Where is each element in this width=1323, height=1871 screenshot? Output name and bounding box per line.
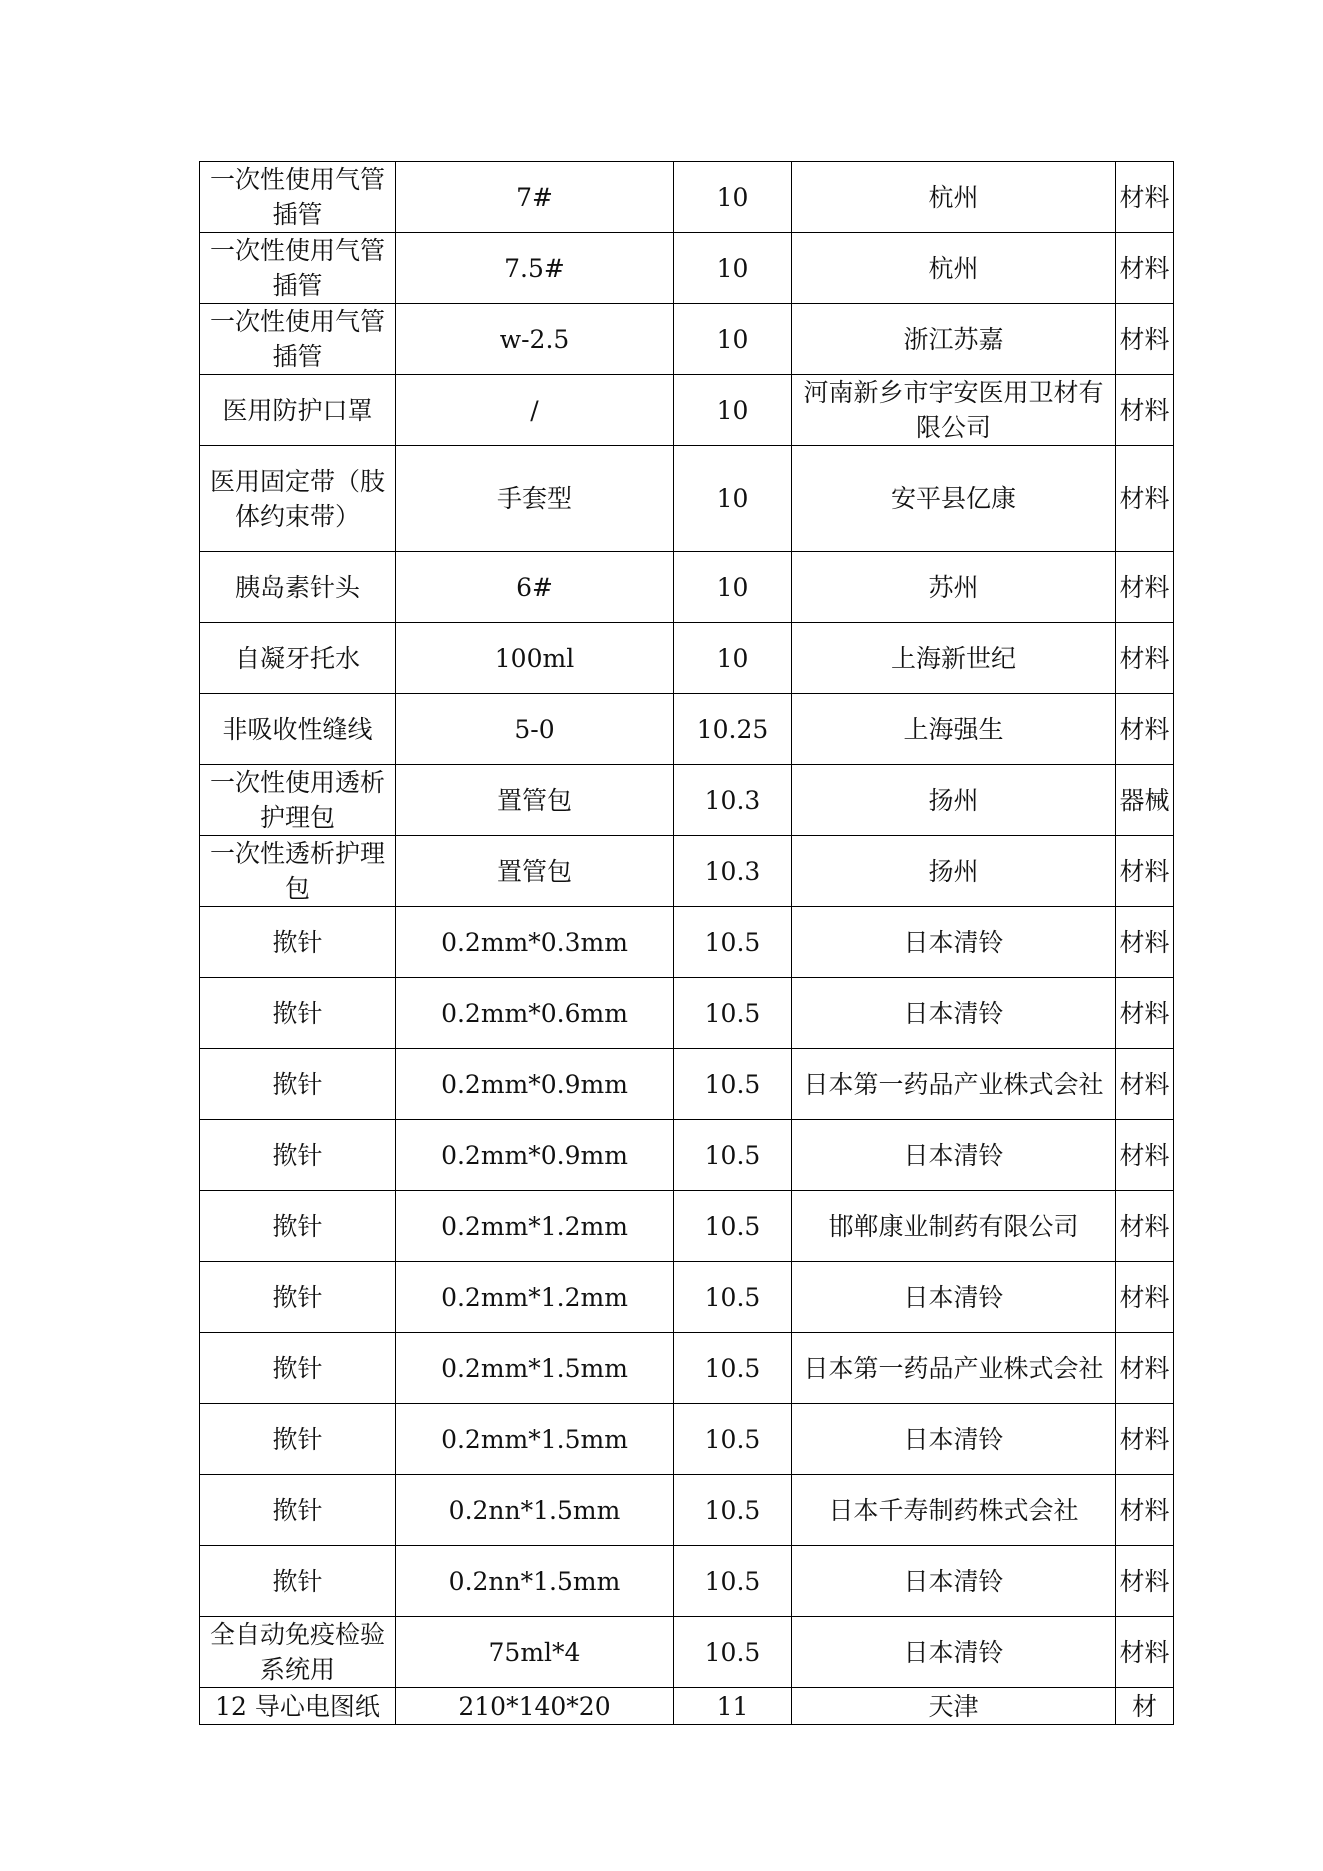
- item-spec: 7.5#: [396, 233, 674, 304]
- item-name: 一次性使用透析护理包: [200, 765, 396, 836]
- item-category: 材料: [1116, 694, 1174, 765]
- item-category: 材料: [1116, 623, 1174, 694]
- item-spec: /: [396, 375, 674, 446]
- item-name: 揿针: [200, 1120, 396, 1191]
- item-category: 材料: [1116, 552, 1174, 623]
- item-date: 10.5: [674, 1333, 792, 1404]
- item-name: 医用固定带（肢体约束带）: [200, 446, 396, 552]
- item-date: 10.5: [674, 1617, 792, 1688]
- item-manufacturer: 苏州: [792, 552, 1116, 623]
- item-date: 10.5: [674, 1262, 792, 1333]
- item-date: 10: [674, 375, 792, 446]
- item-date: 11: [674, 1688, 792, 1725]
- item-spec: 75ml*4: [396, 1617, 674, 1688]
- item-spec: 置管包: [396, 765, 674, 836]
- item-spec: 置管包: [396, 836, 674, 907]
- item-category: 材料: [1116, 836, 1174, 907]
- item-manufacturer: 浙江苏嘉: [792, 304, 1116, 375]
- item-manufacturer: 安平县亿康: [792, 446, 1116, 552]
- item-name: 一次性使用气管插管: [200, 162, 396, 233]
- item-name: 胰岛素针头: [200, 552, 396, 623]
- item-category: 材料: [1116, 1120, 1174, 1191]
- item-category: 材料: [1116, 1617, 1174, 1688]
- item-spec: 0.2mm*1.5mm: [396, 1404, 674, 1475]
- item-date: 10.5: [674, 907, 792, 978]
- table-row: [200, 162, 1174, 233]
- item-date: 10: [674, 304, 792, 375]
- item-manufacturer: 上海新世纪: [792, 623, 1116, 694]
- table-row: [200, 1120, 1174, 1191]
- item-spec: 6#: [396, 552, 674, 623]
- supply-table: [199, 161, 1174, 1725]
- item-category: 材料: [1116, 1546, 1174, 1617]
- item-date: 10.5: [674, 1049, 792, 1120]
- item-manufacturer: 邯郸康业制药有限公司: [792, 1191, 1116, 1262]
- table-row: [200, 1688, 1174, 1725]
- item-name: 一次性使用气管插管: [200, 233, 396, 304]
- item-category: 材: [1116, 1688, 1174, 1725]
- item-spec: w-2.5: [396, 304, 674, 375]
- item-manufacturer: 杭州: [792, 162, 1116, 233]
- item-name: 揿针: [200, 1404, 396, 1475]
- item-name: 揿针: [200, 1049, 396, 1120]
- item-category: 材料: [1116, 375, 1174, 446]
- item-manufacturer: 河南新乡市宇安医用卫材有限公司: [792, 375, 1116, 446]
- item-date: 10.5: [674, 978, 792, 1049]
- item-spec: 7#: [396, 162, 674, 233]
- item-name: 揿针: [200, 978, 396, 1049]
- item-name: 医用防护口罩: [200, 375, 396, 446]
- item-manufacturer: 日本第一药品产业株式会社: [792, 1049, 1116, 1120]
- item-name: 揿针: [200, 1546, 396, 1617]
- item-manufacturer: 日本清铃: [792, 907, 1116, 978]
- item-category: 材料: [1116, 304, 1174, 375]
- item-name: 自凝牙托水: [200, 623, 396, 694]
- table-row: [200, 907, 1174, 978]
- item-manufacturer: 日本清铃: [792, 1404, 1116, 1475]
- item-category: 材料: [1116, 1404, 1174, 1475]
- table-row: [200, 304, 1174, 375]
- item-manufacturer: 天津: [792, 1688, 1116, 1725]
- item-spec: 0.2mm*0.6mm: [396, 978, 674, 1049]
- item-manufacturer: 杭州: [792, 233, 1116, 304]
- item-spec: 100ml: [396, 623, 674, 694]
- item-date: 10.5: [674, 1404, 792, 1475]
- item-manufacturer: 日本清铃: [792, 1617, 1116, 1688]
- item-name: 揿针: [200, 1191, 396, 1262]
- item-name: 揿针: [200, 1262, 396, 1333]
- item-category: 材料: [1116, 233, 1174, 304]
- table-row: [200, 446, 1174, 552]
- table-row: [200, 1404, 1174, 1475]
- item-date: 10.3: [674, 765, 792, 836]
- item-spec: 210*140*20: [396, 1688, 674, 1725]
- item-manufacturer: 扬州: [792, 765, 1116, 836]
- table-row: [200, 1617, 1174, 1688]
- item-date: 10: [674, 162, 792, 233]
- item-category: 材料: [1116, 1191, 1174, 1262]
- item-manufacturer: 日本清铃: [792, 978, 1116, 1049]
- item-date: 10: [674, 623, 792, 694]
- item-manufacturer: 扬州: [792, 836, 1116, 907]
- item-category: 材料: [1116, 162, 1174, 233]
- item-name: 非吸收性缝线: [200, 694, 396, 765]
- item-spec: 0.2mm*0.9mm: [396, 1120, 674, 1191]
- item-name: 全自动免疫检验系统用: [200, 1617, 396, 1688]
- item-name: 揿针: [200, 1475, 396, 1546]
- item-manufacturer: 日本清铃: [792, 1546, 1116, 1617]
- item-date: 10.25: [674, 694, 792, 765]
- table-row: [200, 1546, 1174, 1617]
- item-name: 12 导心电图纸: [200, 1688, 396, 1725]
- item-category: 材料: [1116, 1049, 1174, 1120]
- item-date: 10.5: [674, 1546, 792, 1617]
- item-name: 揿针: [200, 907, 396, 978]
- item-spec: 0.2nn*1.5mm: [396, 1546, 674, 1617]
- item-spec: 0.2mm*1.2mm: [396, 1191, 674, 1262]
- item-manufacturer: 日本千寿制药株式会社: [792, 1475, 1116, 1546]
- item-spec: 手套型: [396, 446, 674, 552]
- item-category: 材料: [1116, 446, 1174, 552]
- table-row: [200, 765, 1174, 836]
- table-row: [200, 375, 1174, 446]
- table-row: [200, 1191, 1174, 1262]
- table-row: [200, 978, 1174, 1049]
- item-spec: 0.2mm*0.3mm: [396, 907, 674, 978]
- table-row: [200, 694, 1174, 765]
- item-name: 一次性使用气管插管: [200, 304, 396, 375]
- table-row: [200, 552, 1174, 623]
- table-row: [200, 1262, 1174, 1333]
- item-date: 10.5: [674, 1475, 792, 1546]
- item-date: 10.3: [674, 836, 792, 907]
- item-spec: 0.2nn*1.5mm: [396, 1475, 674, 1546]
- item-name: 一次性透析护理包: [200, 836, 396, 907]
- item-date: 10: [674, 446, 792, 552]
- item-spec: 5-0: [396, 694, 674, 765]
- item-date: 10.5: [674, 1191, 792, 1262]
- item-name: 揿针: [200, 1333, 396, 1404]
- table-row: [200, 1333, 1174, 1404]
- item-category: 材料: [1116, 1262, 1174, 1333]
- item-category: 器械: [1116, 765, 1174, 836]
- item-category: 材料: [1116, 1475, 1174, 1546]
- table-row: [200, 1049, 1174, 1120]
- item-date: 10.5: [674, 1120, 792, 1191]
- table-row: [200, 1475, 1174, 1546]
- item-spec: 0.2mm*0.9mm: [396, 1049, 674, 1120]
- item-category: 材料: [1116, 907, 1174, 978]
- item-manufacturer: 日本清铃: [792, 1120, 1116, 1191]
- item-manufacturer: 日本清铃: [792, 1262, 1116, 1333]
- table-row: [200, 233, 1174, 304]
- table-row: [200, 623, 1174, 694]
- item-manufacturer: 上海强生: [792, 694, 1116, 765]
- item-date: 10: [674, 552, 792, 623]
- item-category: 材料: [1116, 978, 1174, 1049]
- table-row: [200, 836, 1174, 907]
- item-spec: 0.2mm*1.2mm: [396, 1262, 674, 1333]
- item-date: 10: [674, 233, 792, 304]
- item-spec: 0.2mm*1.5mm: [396, 1333, 674, 1404]
- item-category: 材料: [1116, 1333, 1174, 1404]
- item-manufacturer: 日本第一药品产业株式会社: [792, 1333, 1116, 1404]
